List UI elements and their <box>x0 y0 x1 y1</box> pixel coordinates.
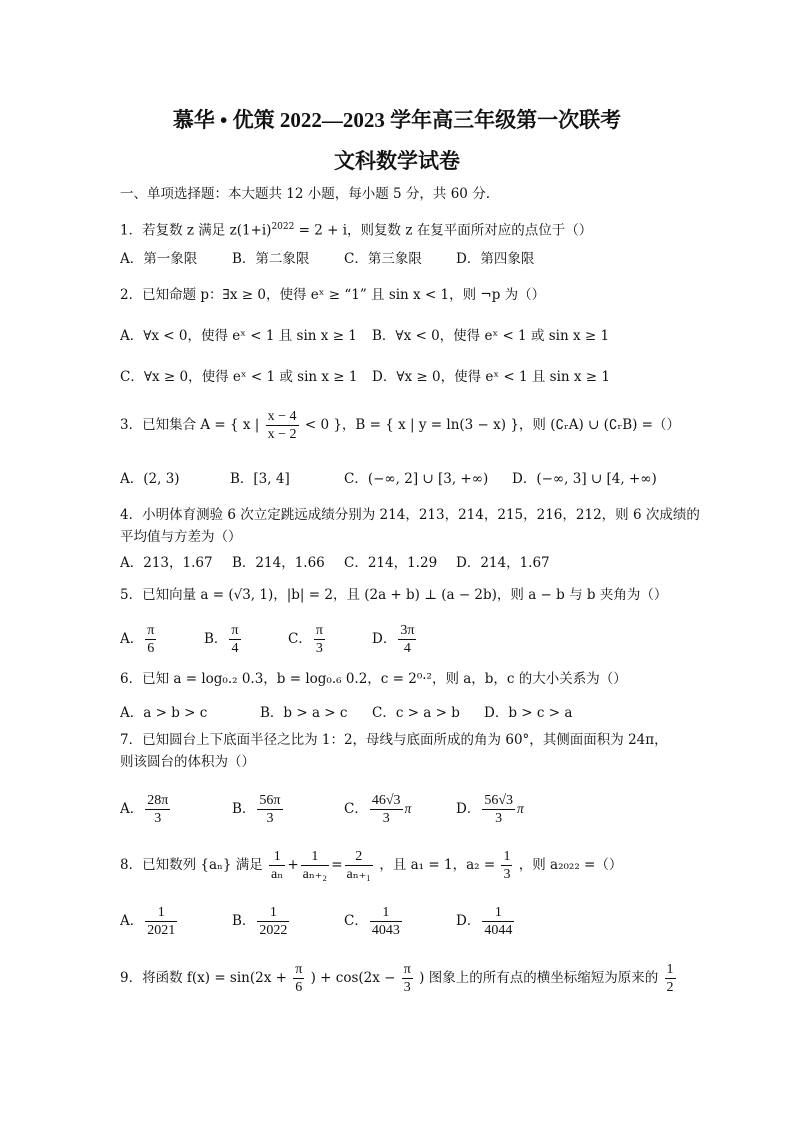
q4-option-c: C．214，1.29 <box>344 555 438 571</box>
q5-option-c: C． $\frac{\pi}{3}$ <box>288 623 323 656</box>
question-7-line-2: 则该圆台的体积为（） <box>120 754 255 770</box>
q3-option-a: A．(2, 3) <box>120 471 180 487</box>
q7-option-d: D． $\frac{56√3}{3}$ π <box>456 793 524 826</box>
q6-option-d: D．b > c > a <box>484 705 573 721</box>
q3-option-b: B．[3, 4] <box>230 471 290 487</box>
question-1-stem: 1．若复数 z 满足 $z(1+i)^{2022} = 2 + i$，则复数 z 在复平面所对应的点位于（） <box>120 222 593 239</box>
q4-option-a: A．213，1.67 <box>120 555 213 571</box>
q4-option-b: B．214，1.66 <box>232 555 325 571</box>
q8-option-a: A． $\frac{1}{2021}$ <box>120 905 176 938</box>
question-4-line-1: 4．小明体育测验 6 次立定跳远成绩分别为 214，213，214，215，216，212，则 6 次成绩的 <box>120 507 700 523</box>
q2-option-a: A．∀x < 0，使得 eˣ < 1 且 sin x ≥ 1 <box>120 328 357 344</box>
q3-option-d: D．(−∞, 3] ∪ [4, +∞) <box>512 471 657 487</box>
q8-option-b: B． $\frac{1}{2022}$ <box>232 905 288 938</box>
q6-option-b: B．b > a > c <box>260 705 348 721</box>
question-7-line-1: 7．已知圆台上下底面半径之比为 1：2，母线与底面所成的角为 60°，其侧面面积为 24π， <box>120 732 668 748</box>
section-heading: 一、单项选择题：本大题共 12 小题，每小题 5 分，共 60 分. <box>120 186 490 202</box>
q1-option-a: A．第一象限 <box>120 251 198 267</box>
q5-option-b: B． $\frac{\pi}{4}$ <box>204 623 239 656</box>
question-6-stem: 6．已知 a = log₀.₂ 0.3，b = log₀.₆ 0.2，c = 2⁰·²，则 a，b，c 的大小关系为（） <box>120 671 627 687</box>
question-9-stem: 9．将函数 f(x) = sin(2x + $\frac{\pi}{6}$ ) + cos(2x − $\frac{\pi}{3}$ ) 图象上的所有点的横坐标缩短为原来的 $\frac{1}{2}$ <box>120 962 674 995</box>
question-5-stem: 5．已知向量 a = (√3, 1)，|b| = 2，且 (2a + b) ⊥ (a − 2b)，则 a − b 与 b 夹角为（） <box>120 587 668 603</box>
q2-option-c: C．∀x ≥ 0，使得 eˣ < 1 或 sin x ≥ 1 <box>120 369 358 385</box>
question-2-stem: 2．已知命题 p：∃x ≥ 0，使得 eˣ ≥ “1” 且 sin x < 1，则 ¬p 为（） <box>120 287 546 303</box>
exam-title: 慕华 • 优策 2022—2023 学年高三年级第一次联考 <box>172 108 622 132</box>
q1-option-b: B．第二象限 <box>232 251 310 267</box>
q6-option-a: A．a > b > c <box>120 705 208 721</box>
exam-subtitle: 文科数学试卷 <box>334 149 460 173</box>
q3-fraction: $\frac{x - 4}{x - 2}$ <box>267 409 297 442</box>
question-8-stem: 8．已知数列 {aₙ} 满足 $\frac{1}{\text{aₙ}}$ + $\frac{1}{\text{aₙ₊₂}}$ = $\frac{2}{\text{aₙ₊₁}}$ ，且 a₁ = 1，a₂ = $\frac{1}{3}$ ，则 a₂₀₂₂ =（） <box>120 849 623 882</box>
q1-option-c: C．第三象限 <box>344 251 422 267</box>
question-4-line-2: 平均值与方差为（） <box>120 529 242 545</box>
q6-option-c: C．c > a > b <box>372 705 460 721</box>
q8-option-c: C． $\frac{1}{4043}$ <box>344 905 400 938</box>
q3-option-c: C．(−∞, 2] ∪ [3, +∞) <box>344 471 489 487</box>
q7-option-b: B． $\frac{56\pi}{3}$ <box>232 793 281 826</box>
q2-option-b: B．∀x < 0，使得 eˣ < 1 或 sin x ≥ 1 <box>372 328 610 344</box>
q4-option-d: D．214，1.67 <box>456 555 550 571</box>
q1-option-d: D．第四象限 <box>456 251 535 267</box>
q7-option-a: A． $\frac{28\pi}{3}$ <box>120 793 169 826</box>
question-3-stem: 3．已知集合 A = { x | $\frac{x - 4}{x - 2}$ < 0 }，B = { x | y = ln(3 − x) }，则 (∁ᵣA) ∪ (∁ᵣB) =（） <box>120 409 680 442</box>
q5-option-a: A． $\frac{\pi}{6}$ <box>120 623 155 656</box>
q5-option-d: D． $\frac{3\pi}{4}$ <box>372 623 415 656</box>
q8-option-d: D． $\frac{1}{4044}$ <box>456 905 513 938</box>
q7-option-c: C． $\frac{46√3}{3}$ π <box>344 793 412 826</box>
q2-option-d: D．∀x ≥ 0，使得 eˣ < 1 且 sin x ≥ 1 <box>372 369 610 385</box>
